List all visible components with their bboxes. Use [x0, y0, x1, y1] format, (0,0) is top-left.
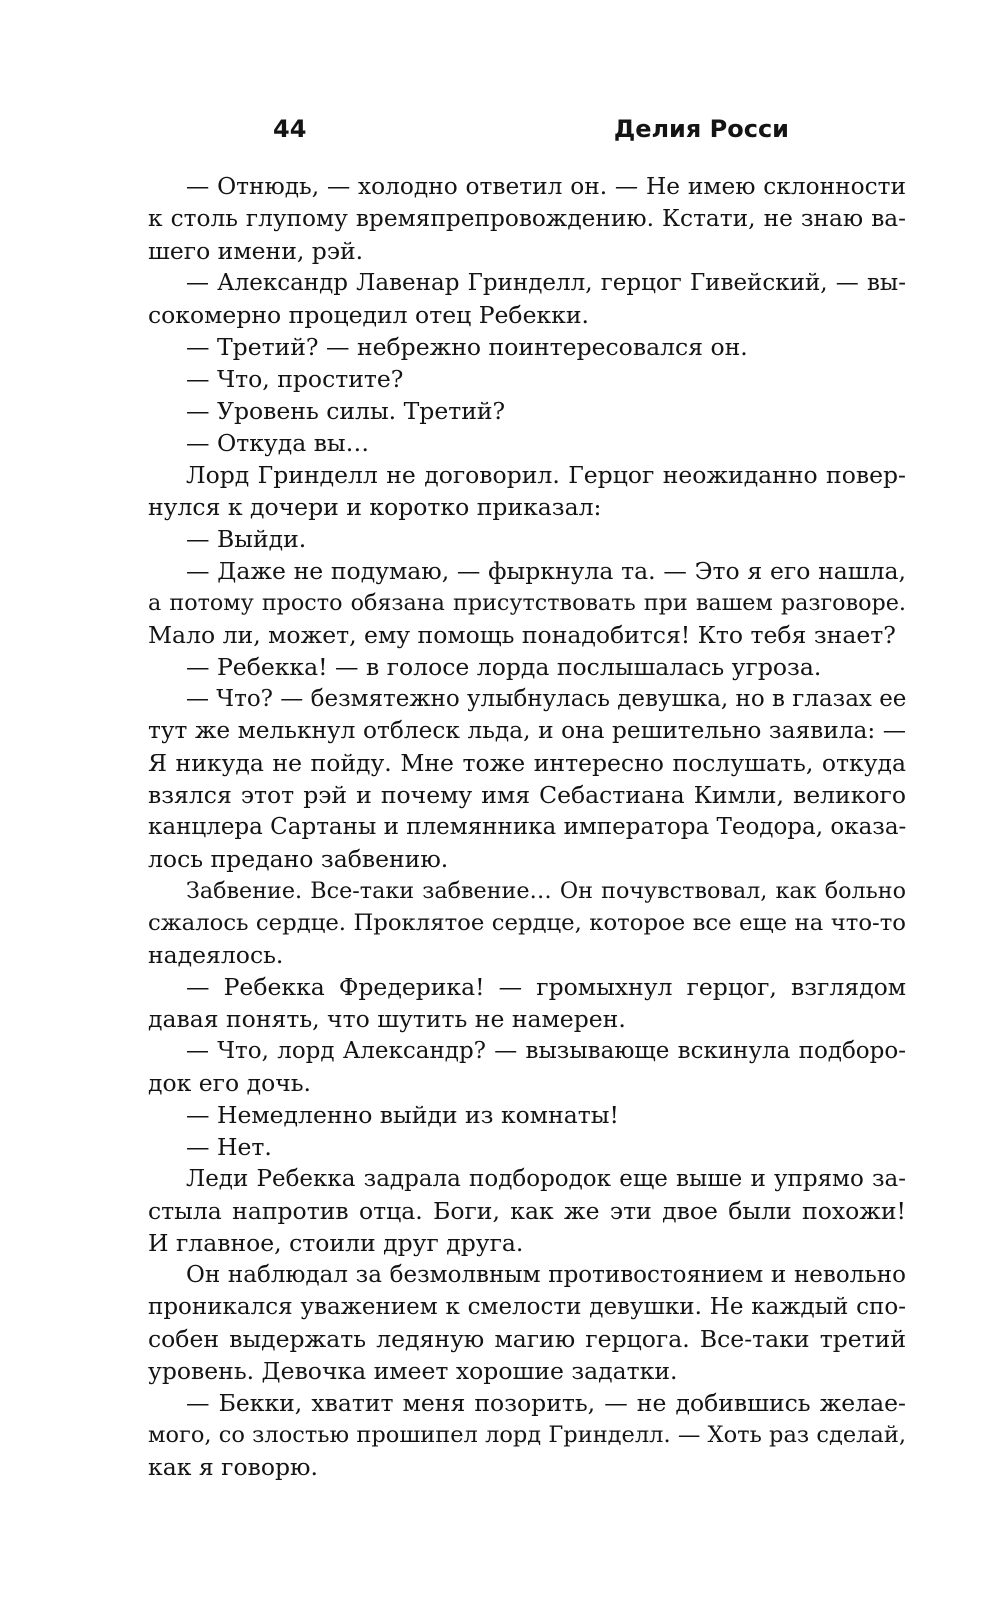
text-line: надеялось.	[148, 941, 284, 969]
text-line: — Нет.	[186, 1133, 272, 1161]
text-line: — Бекки, хватит меня позорить, — не добившись желае-	[186, 1389, 906, 1417]
text-line: — Отнюдь, — холодно ответил он. — Не имею склонности	[186, 173, 906, 200]
text-line: тут же мелькнул отблеск льда, и она решительно заявила: —	[148, 717, 906, 744]
text-line: к столь глупому времяпрепровождению. Кстати, не знаю ва-	[148, 205, 906, 232]
page-number: 44	[273, 115, 307, 143]
text-line: — Что, простите?	[186, 365, 404, 393]
text-line: как я говорю.	[148, 1453, 318, 1481]
text-line: давая понять, что шутить не намерен.	[148, 1005, 626, 1033]
text-line: мого, со злостью прошипел лорд Гринделл. — Хоть раз сделай,	[148, 1422, 906, 1448]
text-line: — Что? — безмятежно улыбнулась девушка, но в глазах ее	[186, 686, 907, 712]
text-line: — Немедленно выйди из комнаты!	[186, 1101, 619, 1129]
text-line: лось предано забвению.	[148, 845, 449, 873]
text-line: а потому просто обязана присутствовать при вашем разговоре.	[148, 590, 906, 616]
text-line: — Выйди.	[186, 525, 307, 553]
text-line: док его дочь.	[148, 1069, 312, 1097]
text-line: собен выдержать ледяную магию герцога. Все-таки третий	[148, 1325, 906, 1353]
text-line: Леди Ребекка задрала подбородок еще выше и упрямо за-	[186, 1166, 906, 1192]
text-line: сжалось сердце. Проклятое сердце, которое все еще на что-то	[148, 910, 906, 936]
text-line: Он наблюдал за безмолвным противостоянием и невольно	[186, 1262, 906, 1288]
text-line: Я никуда не пойду. Мне тоже интересно послушать, откуда	[148, 749, 906, 777]
text-line: — Ребекка! — в голосе лорда послышалась угроза.	[186, 653, 822, 681]
text-line: проникался уважением к смелости девушки. Не каждый спо-	[148, 1294, 906, 1320]
text-line: шего имени, рэй.	[148, 237, 364, 265]
text-line: Забвение. Все-таки забвение… Он почувствовал, как больно	[186, 878, 906, 904]
text-line: взялся этот рэй и почему имя Себастиана Кимли, великого	[148, 781, 906, 809]
text-line: — Что, лорд Александр? — вызывающе вскинула подборо-	[186, 1038, 906, 1064]
text-line: И главное, стоили друг друга.	[148, 1229, 524, 1257]
text-line: — Александр Лавенар Гринделл, герцог Гивейский, — вы-	[186, 270, 906, 296]
text-line: — Третий? — небрежно поинтересовался он.	[186, 333, 748, 361]
text-line: нулся к дочери и коротко приказал:	[148, 493, 602, 521]
text-line: канцлера Сартаны и племянника императора Теодора, оказа-	[148, 814, 907, 840]
text-line: Лорд Гринделл не договорил. Герцог неожиданно повер-	[186, 461, 906, 489]
text-line: — Даже не подумаю, — фыркнула та. — Это я его нашла,	[186, 557, 906, 585]
text-line: стыла напротив отца. Боги, как же эти двое были похожи!	[148, 1197, 906, 1225]
running-head-author: Делия Росси	[613, 115, 789, 143]
text-line: сокомерно процедил отец Ребекки.	[148, 301, 589, 329]
text-line: — Уровень силы. Третий?	[186, 397, 506, 425]
text-line: — Ребекка Фредерика! — громыхнул герцог, взглядом	[186, 973, 906, 1001]
running-head	[273, 112, 789, 146]
text-line: Мало ли, может, ему помощь понадобится! Кто тебя знает?	[148, 621, 896, 649]
text-line: уровень. Девочка имеет хорошие задатки.	[148, 1357, 678, 1385]
body-text	[148, 171, 906, 1483]
text-line: — Откуда вы…	[186, 429, 370, 457]
